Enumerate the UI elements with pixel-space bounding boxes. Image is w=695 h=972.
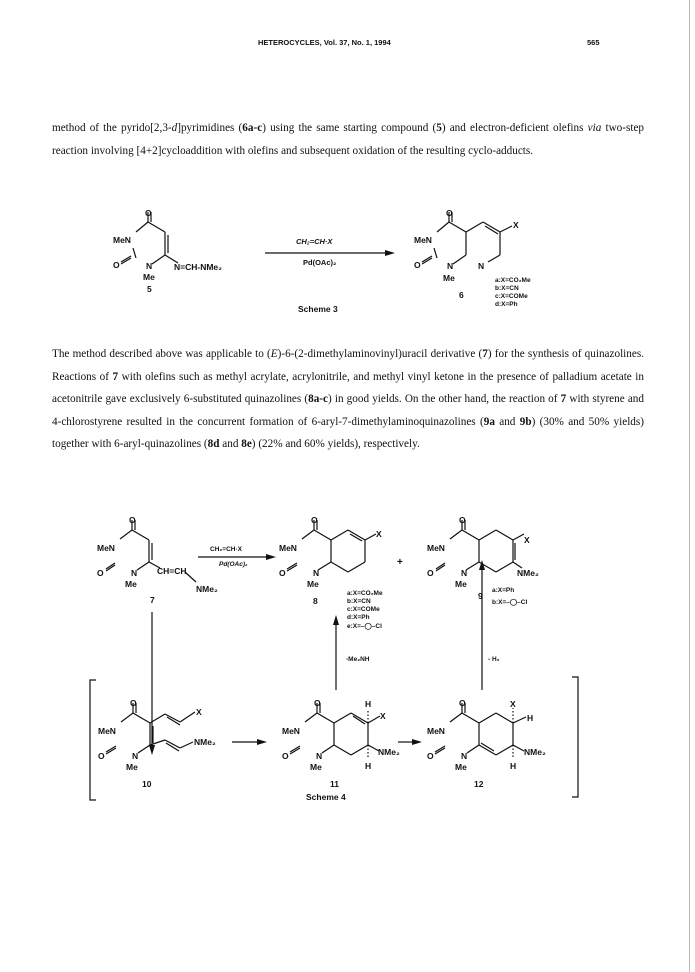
scheme-3-title: Scheme 3: [298, 304, 338, 314]
c10-number: 10: [142, 779, 152, 789]
text-run: ]pyrimidines (: [177, 122, 243, 134]
text-run: ) in good yields. On the other hand, the reaction of: [328, 393, 561, 405]
c9-nme2: NMe₂: [517, 568, 539, 578]
s3-reagent-bottom: Pd(OAc)₂: [303, 258, 337, 267]
c9-o-left: O: [427, 568, 434, 578]
c5-me: Me: [143, 272, 155, 282]
c5-men: MeN: [113, 235, 131, 245]
page-edge: [689, 0, 690, 972]
c10-o: O: [130, 698, 137, 708]
scheme-4-arrowhead-7-8: [266, 554, 276, 560]
c8-n: N: [313, 568, 320, 578]
text-run: ) for the synthesis of quinazolines. Reactions of: [52, 348, 645, 383]
c9-number: 9: [478, 591, 483, 601]
page-number: 565: [587, 38, 600, 47]
c11-h-bottom: H: [365, 761, 372, 771]
text-run: ) (22% and 60% yields), respectively.: [251, 438, 420, 450]
scheme-4-title: Scheme 4: [306, 792, 346, 802]
c5-n: N: [146, 261, 153, 271]
scheme-4-arrowhead-10-11: [257, 739, 267, 745]
text-run: with styrene and 4-chlorostyrene resulted in the concurrent formation of 6-aryl-7-dimethylaminoquinazolines (: [52, 393, 644, 428]
text-run: d: [171, 122, 178, 134]
c5-side-chain: N=CH-NMe₂: [174, 262, 222, 272]
c11-men: MeN: [282, 726, 300, 736]
text-run: 5: [436, 122, 442, 134]
c7-men: MeN: [97, 543, 115, 553]
c9-men: MeN: [427, 543, 445, 553]
c9-o: O: [459, 515, 466, 525]
plus-sign: +: [397, 557, 403, 568]
c11-o-left: O: [282, 751, 289, 761]
journal-citation: HETEROCYCLES, Vol. 37, No. 1, 1994: [258, 38, 391, 47]
c7-o-left: O: [97, 568, 104, 578]
scheme-3-arrowhead: [385, 250, 395, 256]
c11-x: X: [380, 711, 386, 721]
c11-o: O: [314, 698, 321, 708]
scheme-4-arrowhead-down: [149, 745, 155, 755]
c8-o: O: [311, 515, 318, 525]
text-run: with olefins such as methyl acrylate, acrylonitrile, and methyl vinyl ketone in the presence of palladium acetate in acetonitrile gave exclusively 6-substituted quinazolines (: [52, 370, 644, 405]
text-run: method of the pyrido[2,3-: [52, 122, 172, 134]
c10-o-left: O: [98, 751, 105, 761]
text-run: 6a-c: [242, 122, 263, 134]
c11-h-top: H: [365, 699, 372, 709]
text-run: 7: [482, 348, 488, 360]
c12-x: X: [510, 699, 516, 709]
c10-n: N: [132, 751, 139, 761]
step-minus-me2nh: -Me₂NH: [346, 656, 370, 663]
scheme-4-arrowhead-11-12: [412, 739, 422, 745]
c7-n: N: [131, 568, 138, 578]
c8-sub-a: a:X=CO₂Me: [347, 590, 383, 597]
c12-nme2: NMe₂: [524, 747, 546, 757]
c11-nme2: NMe₂: [378, 747, 400, 757]
c6-sub-a: a:X=CO₂Me: [495, 277, 531, 284]
c6-number: 6: [459, 290, 464, 300]
c6-o-top: O: [446, 208, 453, 218]
text-run: 9a: [483, 415, 495, 428]
text-run: 7: [112, 370, 119, 383]
c6-me: Me: [443, 273, 455, 283]
c8-sub-b: b:X=CN: [347, 598, 371, 605]
c12-men: MeN: [427, 726, 445, 736]
c5-o-left: O: [113, 260, 120, 270]
scheme-4-arrowhead-up-8: [333, 615, 339, 625]
c10-x: X: [196, 707, 202, 717]
c7-chain-vinyl: CH=CH: [157, 566, 187, 576]
c6-o-left: O: [414, 260, 421, 270]
text-run: The method described above was applicable to (: [52, 348, 271, 360]
text-run: 9b: [519, 415, 532, 428]
s4-reagent-top: CH₂=CH·X: [210, 546, 242, 553]
c8-o-left: O: [279, 568, 286, 578]
c7-me: Me: [125, 579, 137, 589]
c9-me: Me: [455, 579, 467, 589]
text-run: E: [270, 348, 278, 360]
c10-nme2: NMe₂: [194, 737, 216, 747]
c8-x: X: [376, 529, 382, 539]
text-run: ) using the same starting compound (: [262, 122, 437, 134]
text-run: 8d: [207, 438, 220, 450]
c9-n: N: [461, 568, 468, 578]
c6-x: X: [513, 220, 519, 230]
c8-sub-e: e:X=–◯–Cl: [347, 623, 382, 630]
c9-sub-b: b:X=–◯–Cl: [492, 599, 528, 606]
s3-reagent-top: CH₂=CH·X: [296, 237, 333, 246]
c8-me: Me: [307, 579, 319, 589]
c7-chain-nme2: NMe₂: [196, 584, 218, 594]
s4-reagent-bottom: Pd(OAc)₂: [219, 561, 248, 568]
c6-n: N: [447, 261, 454, 271]
c12-number: 12: [474, 779, 484, 789]
c10-me: Me: [126, 762, 138, 772]
c11-number: 11: [330, 779, 339, 789]
c8-sub-d: d:X=Ph: [347, 614, 370, 621]
text-run: and: [219, 438, 242, 450]
scheme-4-bonds: [90, 520, 578, 800]
text-run: ) (30% and 50% yields) together with 6-aryl-quinazolines (: [52, 415, 644, 450]
c8-men: MeN: [279, 543, 297, 553]
c9-x: X: [524, 535, 530, 545]
c9-sub-a: a:X=Ph: [492, 587, 515, 594]
text-run: via: [587, 122, 602, 134]
c6-sub-d: d:X=Ph: [495, 301, 518, 308]
c12-me: Me: [455, 762, 467, 772]
text-run: 7: [560, 393, 567, 405]
c6-n2: N: [478, 261, 485, 271]
step-minus-h2: - H₂: [488, 656, 500, 663]
c6-men: MeN: [414, 235, 432, 245]
text-run: )-6-(2-dimethylaminovinyl)uracil derivative (: [277, 348, 483, 360]
text-run: 8a-c: [308, 393, 328, 405]
c12-h-top: H: [527, 713, 534, 723]
c8-number: 8: [313, 596, 318, 606]
c6-sub-b: b:X=CN: [495, 285, 519, 292]
text-run: and: [494, 415, 520, 428]
c7-number: 7: [150, 595, 155, 605]
c11-n: N: [316, 751, 323, 761]
text-run: ) and electron-deficient olefins: [441, 122, 588, 134]
c10-men: MeN: [98, 726, 116, 736]
c5-o-top: O: [145, 208, 152, 218]
c12-n: N: [461, 751, 468, 761]
text-run: two-step reaction involving [4+2]cycloaddition with olefins and subsequent oxidation of the resulting cyclo-adducts.: [52, 122, 645, 157]
c5-number: 5: [147, 284, 152, 294]
c11-me: Me: [310, 762, 322, 772]
c8-sub-c: c:X=COMe: [347, 606, 380, 613]
c12-o: O: [459, 698, 466, 708]
c7-o: O: [129, 515, 136, 525]
c12-h-bottom: H: [510, 761, 517, 771]
c6-sub-c: c:X=COMe: [495, 293, 528, 300]
c12-o-left: O: [427, 751, 434, 761]
text-run: 8e: [241, 438, 252, 450]
